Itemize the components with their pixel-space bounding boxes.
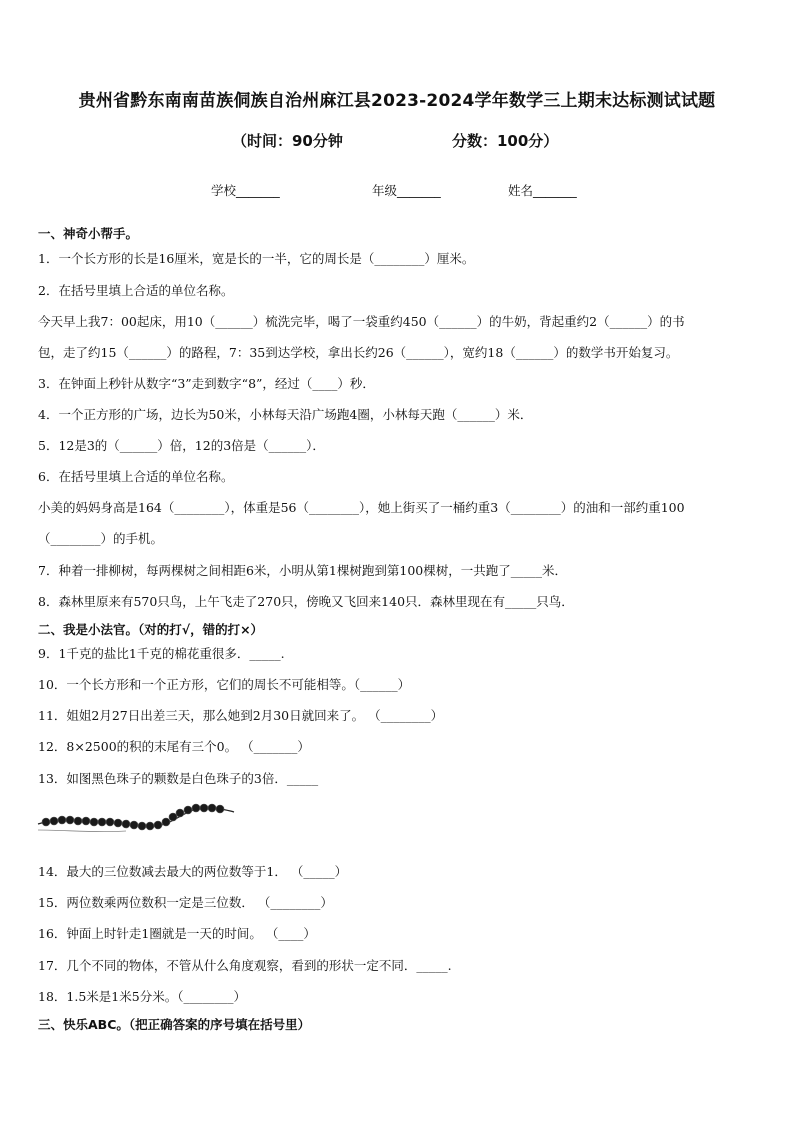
question-4: 4．一个正方形的广场，边长为50米，小林每天沿广场跑4圈，小林每天跑（______）米． [38, 407, 533, 422]
section-heading-3: 三、快乐ABC。（把正确答案的序号填在括号里） [38, 1017, 311, 1032]
question-3: 3．在钟面上秒针从数字“3”走到数字“8”，经过（____）秒． [38, 376, 375, 391]
question-9: 9．1千克的盐比1千克的棉花重很多．_____. [38, 646, 285, 661]
question-13: 13．如图黑色珠子的颗数是白色珠子的3倍．_____ [38, 771, 319, 786]
question-10: 10．一个长方形和一个正方形，它们的周长不可能相等。（______） [38, 677, 411, 692]
grade-field: 年级_______ [372, 183, 441, 198]
name-field: 姓名_______ [508, 183, 577, 198]
question-2: 2．在括号里填上合适的单位名称。 [38, 283, 234, 298]
question-5: 5．12是3的（______）倍，12的3倍是（______）． [38, 438, 325, 453]
question-2-line-a: 今天早上我7：00起床，用10（______）梳洗完毕，喝了一袋重约450（______）的牛奶，背起重约2（______）的书 [38, 314, 685, 329]
question-7: 7．种着一排柳树，每两棵树之间相距6米，小明从第1棵树跑到第100棵树，一共跑了_____米． [38, 563, 567, 578]
question-6: 6．在括号里填上合适的单位名称。 [38, 469, 234, 484]
question-12: 12．8×2500的积的末尾有三个0。 （_______） [38, 739, 310, 754]
question-8: 8．森林里原来有570只鸟，上午飞走了270只，傍晚又飞回来140只．森林里现在有_____只鸟． [38, 594, 574, 609]
question-2-line-b: 包，走了约15（______）的路程，7：35到达学校，拿出长约26（______），宽约18（______）的数学书开始复习。 [38, 345, 679, 360]
exam-title: 贵州省黔东南南苗族侗族自治州麻江县2023-2024学年数学三上期末达标测试试题 [78, 91, 716, 111]
section-heading-1: 一、神奇小帮手。 [38, 226, 139, 241]
question-17: 17．几个不同的物体，不管从什么角度观察，看到的形状一定不同．_____. [38, 958, 452, 973]
question-14: 14．最大的三位数减去最大的两位数等于1． （_____） [38, 864, 348, 879]
exam-time: （时间：90分钟 [232, 132, 343, 150]
section-heading-2: 二、我是小法官。（对的打√，错的打×） [38, 622, 264, 637]
question-6-line-b: （________）的手机。 [38, 531, 164, 546]
exam-score: 分数：100分） [452, 132, 559, 150]
question-15: 15．两位数乘两位数积一定是三位数． （________） [38, 895, 333, 910]
question-11: 11．姐姐2月27日出差三天，那么她到2月30日就回来了。 （________） [38, 708, 444, 723]
school-field: 学校_______ [211, 183, 280, 198]
question-16: 16．钟面上时针走1圈就是一天的时间。 （____） [38, 926, 316, 941]
question-18: 18．1.5米是1米5分米。（________） [38, 989, 246, 1004]
question-1: 1．一个长方形的长是16厘米，宽是长的一半，它的周长是（________）厘米。 [38, 251, 475, 266]
question-6-line-a: 小美的妈妈身高是164（________），体重是56（________），她上街买了一桶约重3（________）的油和一部约重100 [38, 500, 685, 515]
bead-string-image [36, 800, 236, 844]
